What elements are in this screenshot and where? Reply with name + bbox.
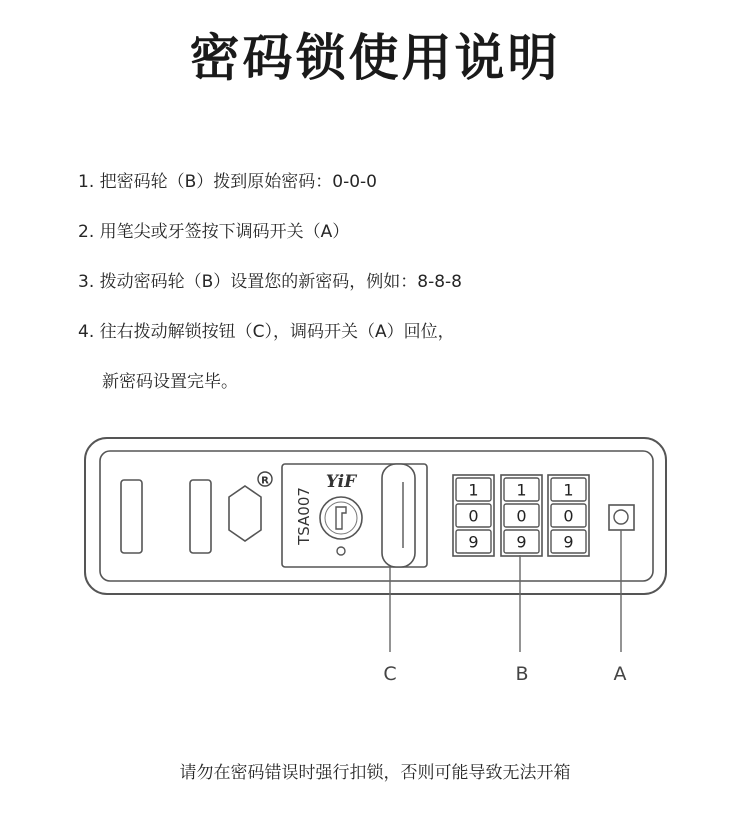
wheel-2-digit-2: 0 bbox=[516, 506, 527, 526]
wheel-2-digit-3: 9 bbox=[516, 532, 527, 552]
warning-note: 请勿在密码错误时强行扣锁，否则可能导致无法开箱 bbox=[179, 763, 571, 783]
callout-label-c: C bbox=[383, 663, 397, 685]
unlock-slider-c bbox=[382, 464, 415, 567]
page-title: 密码锁使用说明 bbox=[189, 29, 561, 87]
wheel-3-digit-3: 9 bbox=[563, 532, 574, 552]
step-3: 3. 拨动密码轮（B）设置您的新密码，例如：8-8-8 bbox=[78, 272, 463, 292]
step-1: 1. 把密码轮（B）拨到原始密码：0-0-0 bbox=[78, 172, 378, 192]
registered-mark: R bbox=[261, 475, 269, 487]
step-4-continued: 新密码设置完毕。 bbox=[102, 372, 238, 392]
combination-wheels bbox=[453, 475, 589, 556]
wheel-2-digit-1: 1 bbox=[516, 480, 527, 500]
wheel-1-digit-3: 9 bbox=[468, 532, 479, 552]
model-number: TSA007 bbox=[295, 487, 313, 545]
step-4: 4. 往右拨动解锁按钮（C），调码开关（A）回位， bbox=[78, 322, 455, 342]
wheel-1-digit-1: 1 bbox=[468, 480, 479, 500]
callout-label-a: A bbox=[613, 663, 627, 685]
wheel-3-digit-2: 0 bbox=[563, 506, 574, 526]
brand-logo: YiF bbox=[325, 472, 357, 492]
wheel-3-digit-1: 1 bbox=[563, 480, 574, 500]
step-2: 2. 用笔尖或牙签按下调码开关（A） bbox=[78, 222, 350, 242]
callout-label-b: B bbox=[515, 663, 529, 685]
wheel-1-digit-2: 0 bbox=[468, 506, 479, 526]
